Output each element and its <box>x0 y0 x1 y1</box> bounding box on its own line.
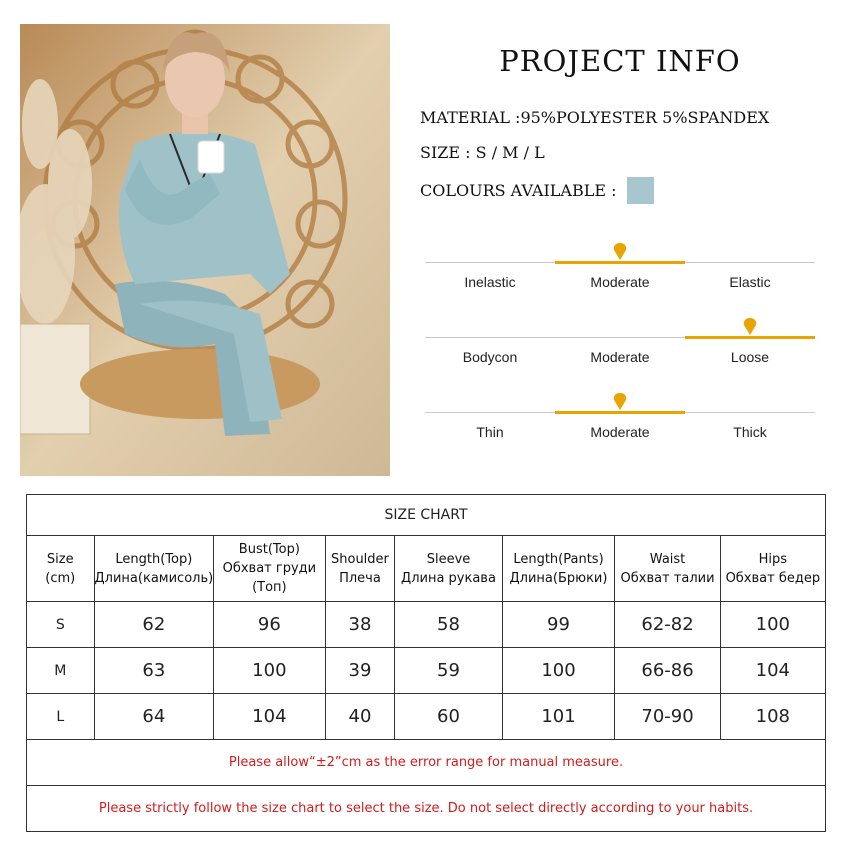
header-cell: Bust(Top) Обхват груди (Топ) <box>214 536 325 602</box>
value-cell: 40 <box>325 694 395 740</box>
scale-label-left: Thin <box>476 424 504 440</box>
value-cell: 63 <box>94 648 214 694</box>
model-photo <box>20 24 390 476</box>
location-pin-icon <box>613 243 627 261</box>
value-cell: 100 <box>720 602 825 648</box>
size-chart-title: SIZE CHART <box>27 495 826 536</box>
value-cell: 60 <box>395 694 502 740</box>
value-cell: 70-90 <box>615 694 720 740</box>
value-cell: 99 <box>502 602 615 648</box>
scale-active-segment <box>685 336 815 339</box>
value-cell: 66-86 <box>615 648 720 694</box>
value-cell: 104 <box>214 694 325 740</box>
measure-error-note: Please allow“±2”cm as the error range for manual measure. <box>27 740 826 786</box>
colours-available <box>420 177 654 204</box>
value-cell: 62 <box>94 602 214 648</box>
table-row <box>27 602 826 648</box>
scale-label-left: Inelastic <box>464 274 516 290</box>
header-cell: Hips Обхват бедер <box>720 536 825 602</box>
header-cell: Shoulder Плеча <box>325 536 395 602</box>
size-chart-header-row <box>27 536 826 602</box>
size-cell: S <box>27 602 95 648</box>
value-cell: 64 <box>94 694 214 740</box>
location-pin-icon <box>613 393 627 411</box>
scale-label-middle: Moderate <box>590 424 650 440</box>
scale-label-left: Bodycon <box>462 349 518 365</box>
value-cell: 96 <box>214 602 325 648</box>
fit-scale <box>425 337 815 377</box>
size-cell: L <box>27 694 95 740</box>
value-cell: 101 <box>502 694 615 740</box>
size-selection-note: Please strictly follow the size chart to select the size. Do not select directly according to your habits. <box>27 786 826 832</box>
header-cell: Size (cm) <box>27 536 95 602</box>
header-cell: Length(Top) Длина(камисоль) <box>94 536 214 602</box>
header-cell: Waist Обхват талии <box>615 536 720 602</box>
size-cell: M <box>27 648 95 694</box>
header-cell: Length(Pants) Длина(Брюки) <box>502 536 615 602</box>
scale-label-right: Loose <box>730 349 770 365</box>
scale-active-segment <box>555 411 685 414</box>
scale-label-right: Elastic <box>729 274 771 290</box>
colour-swatch[interactable] <box>627 177 654 204</box>
scale-label-middle: Moderate <box>590 349 650 365</box>
stretch-scale <box>425 262 815 302</box>
size-text: SIZE : S / M / L <box>420 143 545 162</box>
value-cell: 100 <box>214 648 325 694</box>
table-row <box>27 694 826 740</box>
location-pin-icon <box>743 318 757 336</box>
table-row <box>27 648 826 694</box>
value-cell: 62-82 <box>615 602 720 648</box>
header-cell: Sleeve Длина рукава <box>395 536 502 602</box>
value-cell: 108 <box>720 694 825 740</box>
scale-label-middle: Moderate <box>590 274 650 290</box>
scale-label-right: Thick <box>733 424 767 440</box>
project-info-title: PROJECT INFO <box>499 44 741 78</box>
value-cell: 38 <box>325 602 395 648</box>
value-cell: 59 <box>395 648 502 694</box>
value-cell: 100 <box>502 648 615 694</box>
thickness-scale <box>425 412 815 452</box>
scale-active-segment <box>555 261 685 264</box>
material-text: MATERIAL :95%POLYESTER 5%SPANDEX <box>420 108 770 127</box>
value-cell: 39 <box>325 648 395 694</box>
value-cell: 104 <box>720 648 825 694</box>
size-chart-table <box>26 494 826 832</box>
colours-label: COLOURS AVAILABLE : <box>420 181 617 200</box>
value-cell: 58 <box>395 602 502 648</box>
